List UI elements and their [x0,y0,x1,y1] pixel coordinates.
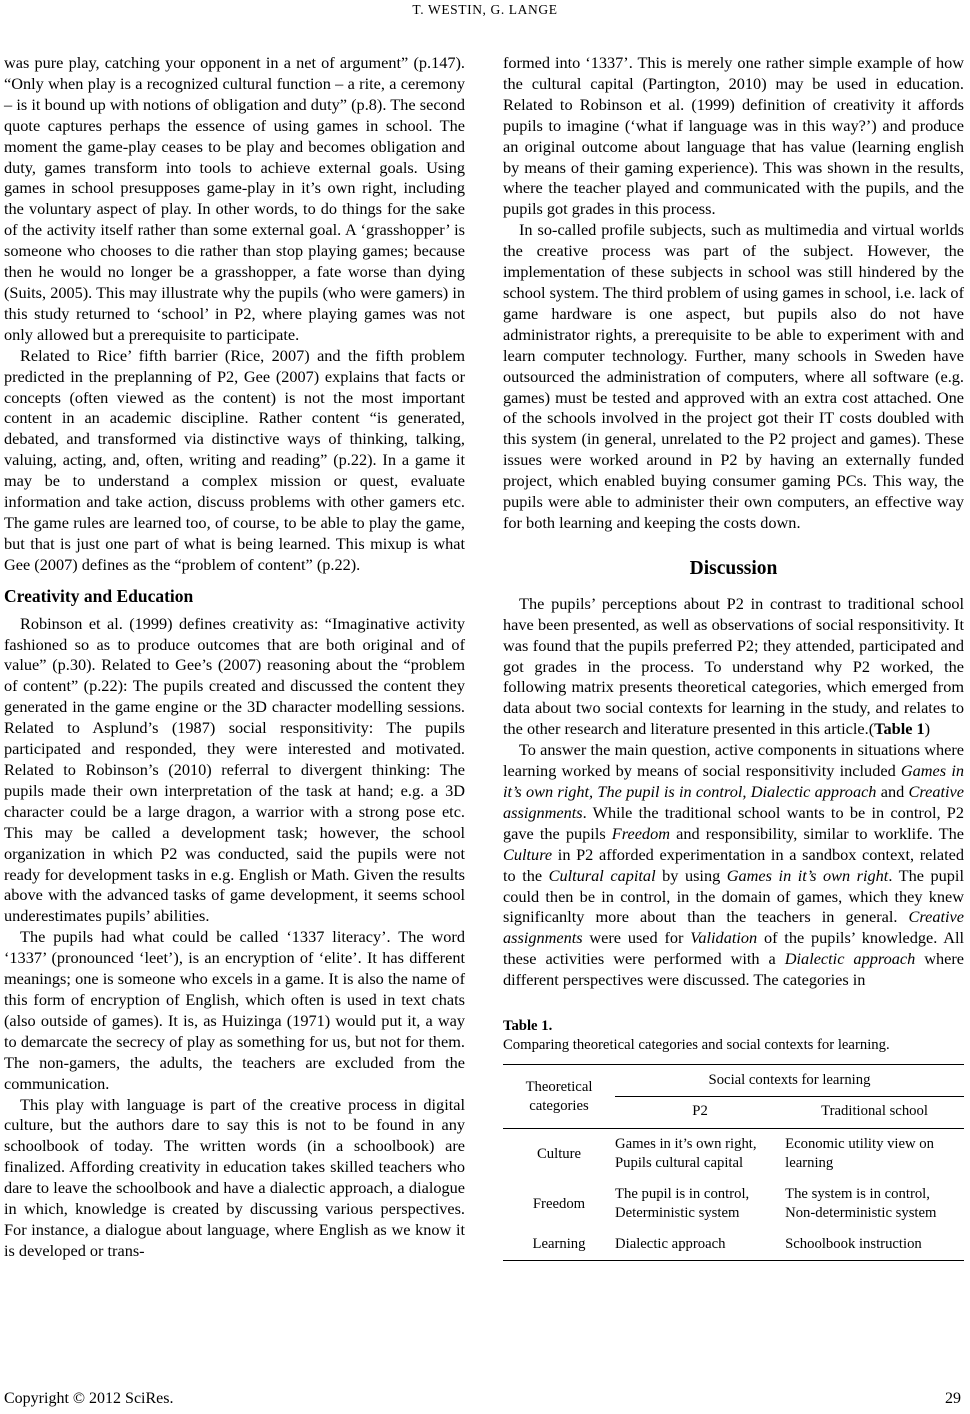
emphasized-term: Games in it’s own right [726,865,889,885]
paragraph [503,740,964,991]
table-cell-p2: Dialectic approach [615,1236,726,1253]
emphasized-term: Creative assignments [503,782,964,822]
paragraph: In so-called profile subjects, such as multimedia and virtual worlds the creative process was part of the subject. However, the implementation of these subjects in school was still hindered by the school system. The third problem of using games in school, i.e. lack of game hardware is one aspect, but pupils also do not have administrator rights, a prerequisite to be able to experiment with and learn computer technology. Further, many schools in Sweden have outsourced the administration of computers, where all software (e.g. games) must be tested and approved with an extra cost attached. One of the schools involved in the project got their IT costs doubled with this system (in general, unrelated to the P2 project and games). These issues were worked around in P2 by having an externally funded project, which enabled buying consumer gaming PCs. This way, the pupils were able to administer their own computers, an effective way for both learning and keeping the costs down. [503,220,964,532]
section-heading-creativity-and-education: Creativity and Education [4,585,194,606]
paragraph-text: . While the traditional school wants to be in control, P2 gave the pupils [503,802,964,843]
paragraph-text: were used for [582,928,691,948]
paragraph-text: of the pupils’ knowledge. All these activities were performed with a [503,928,964,969]
paragraph-text: . The pupil could then be in control, in the domain of games, which they knew significanlty more about than the teachers in general. [503,865,964,927]
footer-copyright: Copyright © 2012 SciRes. [4,1390,174,1407]
emphasized-term: Dialectic approach [784,949,916,969]
table-row [503,1229,964,1261]
paragraph: The pupils had what could be called ‘1337 literacy’. The word ‘1337’ (pronounced ‘leet’), is an encryption of ‘elite’. It has different meanings; one is someone who excels in a game. It is also the name of this form of encryption of English, which often is used in text chats (also outside of games). It is, as Huizinga (1971) would put it, a way to demarcate the secrecy of play as something for us, but not for them. The non-gamers, the adults, the teachers are excluded from the communication. [4,927,465,1093]
table-header-p2: P2 [692,1103,708,1120]
page-number: 29 [945,1390,961,1407]
left-column [4,53,465,1262]
paragraph [503,594,964,740]
table-row [503,1179,964,1229]
table-header-row [503,1065,964,1097]
table-1 [503,1064,964,1261]
emphasized-term: Creative assignments [503,907,964,948]
emphasized-term: Culture [503,844,553,864]
emphasized-term: Freedom [611,823,670,843]
table-1-caption-label: Table 1. [503,1018,553,1035]
paragraph-text: by using [655,865,727,885]
paragraph: was pure play, catching your opponent in a net of argument” (p.147). “Only when play is a recognized cultural function – a rite, a ceremony – is it bound up with notions of obligation and duty” (p.8). The second quote captures perhaps the essence of using games in school. The moment the game-play ceases to be play and becomes obligation and duty, games transform into tools to achieve external goals. Using games in school presupposes game-play in it’s own right, including the voluntary aspect of play. In other words, to do things for the sake of the activity itself rather than some external goal. A ‘grasshopper’ is someone who chooses to die rather than stop playing games; because then he would no longer be a grasshopper, a fate worse than dying (Suits, 2005). This may illustrate why the pupils (who were gamers) in this study returned to ‘school’ in P2, where playing games was not only allowed but a prerequisite to participate. [4,53,465,344]
two-column-body [4,53,964,1262]
paragraph-text: in P2 afforded experimentation in a sandbox context, related to the [503,844,964,885]
table-cell-traditional: Schoolbook instruction [785,1236,922,1253]
paragraph-text: and responsibility, similar to worklife. The [669,823,964,843]
emphasized-term: Cultural capital [548,865,656,885]
table-cell-traditional: The system is in control, Non-deterministic system [785,1186,937,1222]
emphasized-term: Games in it’s own right, The pupil is in control, Dialectic approach [503,761,964,801]
table-cell-traditional: Economic utility view on learning [785,1129,964,1180]
paragraph: This play with language is part of the creative process in digital culture, but the authors dare to say this is not to be found in any schoolbook of today. The written words (in a schoolbook) are finalized. Affording creativity in education takes skilled teachers who dare to leave the schoolbook and have a dialectic approach, a dialogue in which, knowledge is created by discussing various perspectives. For instance, a dialogue about language, where English as we know it is developed or trans- [4,1094,465,1260]
paragraph-text: ) [924,719,931,739]
paragraph: Robinson et al. (1999) defines creativity as: “Imaginative activity fashioned so as to produce outcomes that are both original and of value” (p.30). Related to Gee’s (2007) reasoning about the “problem of content” (p.22): The pupils created and discussed the content they generated in the game engine or the 3D character modelling sessions. Related to Asplund’s (1987) social responsitivity: The pupils participated and responded, they were interested and motivated. Related to Robinson’s (2010) referral to divergent thinking: The pupils made their own interpretation of the task at hand; e.g. a 3D character could be a large dragon, a warrior with a strong pose etc. This may be called a development task; however, the school organization in which P2 was conducted, said the pupils were not ready for development tasks in e.g. English or Math. Given the results above with the advanced tasks of game development, it seems school underestimates pupils’ abilities. [4,613,465,926]
paragraph-text: To answer the main question, active components in situations where learning worked by means of social responsitivity included [503,740,964,781]
running-head: T. WESTIN, G. LANGE [412,2,558,17]
table-cell-category: Culture [503,1129,615,1180]
table-row [503,1129,964,1180]
paragraph-text: and [876,782,909,801]
table-cell-category: Learning [532,1236,586,1253]
table-reference: Table 1 [874,719,925,739]
emphasized-term: Validation [690,928,758,948]
table-cell-p2: The pupil is in control, Deterministic system [615,1186,750,1222]
table-header-theoretical-categories: Theoretical categories [525,1078,593,1114]
table-1-caption [503,1017,964,1055]
paragraph: formed into ‘1337’. This is merely one rather simple example of how the cultural capital (Partington, 2010) may be used in education. Related to Robinson et al. (1999) definition of creativity it affords pupils to imagine (‘what if language was in this way?’) and produce an original outcome about language that has value (learning english by means of their gaming experience). This was shown in the results, where the teacher played and communicated with the pupils, and the pupils got grades in this process. [503,53,964,219]
table-header-social-contexts: Social contexts for learning [615,1065,964,1097]
table-1-caption-text: Comparing theoretical categories and social contexts for learning. [503,1037,890,1054]
section-heading-discussion: Discussion [689,557,778,579]
right-column [503,53,964,1262]
table-cell-category: Freedom [532,1195,586,1212]
paragraph-text: where different perspectives were discussed. The categories in [503,949,964,990]
table-header-traditional-school: Traditional school [821,1103,928,1120]
paragraph: Related to Rice’ fifth barrier (Rice, 2007) and the fifth problem predicted in the preplanning of P2, Gee (2007) explains that facts or concepts (often viewed as the content) is not the most important content in an academic discipline. Rather content “is generated, debated, and transformed via distinctive ways of thinking, talking, valuing, acting, and, often, writing and reading” (p.22). In a game it may be to understand a complex mission or quest, evaluate information and take action, discuss problems with other gamers etc. The game rules are learned too, of course, to be able to play the game, but that is just one part of what is being learned. This mixup is what Gee (2007) defines as the “problem of content” (p.22). [4,345,465,574]
paragraph-text: The pupils’ perceptions about P2 in contrast to traditional school have been presented, as well as observations of social responsitivity. It was found that the pupils preferred P2; they attended, participated and got grades in the process. To understand why P2 worked, the following matrix presents theoretical categories, which emerged from data about two social contexts for learning in the study, and relates to the other research and literature presented in this article.( [503,593,964,739]
table-cell-p2: Games in it’s own right, Pupils cultural capital [615,1129,785,1180]
